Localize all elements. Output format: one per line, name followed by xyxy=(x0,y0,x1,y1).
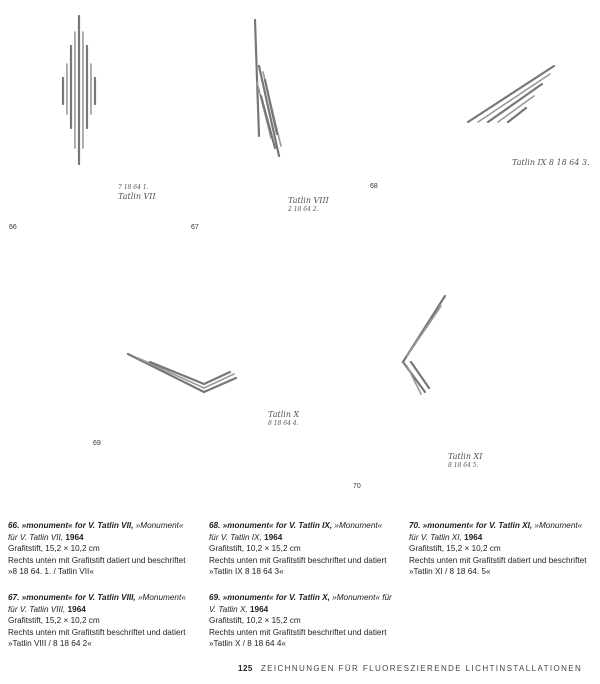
caption-70-note: Rechts unten mit Grafitstift datiert und beschriftet »Tatlin XI / 8 18 64. 5« xyxy=(409,555,587,577)
caption-66-title: 66. »monument« for V. Tatlin VII, xyxy=(8,521,134,530)
signature-70: Tatlin XI 8 18 64 5. xyxy=(448,452,483,469)
caption-69-year: 1964 xyxy=(247,604,269,614)
caption-70 xyxy=(409,520,594,578)
section-title: ZEICHNUNGEN FÜR FLUORESZIERENDE LICHTINSTALLATIONEN xyxy=(260,664,583,673)
caption-70-year: 1964 xyxy=(461,532,483,542)
caption-67 xyxy=(8,592,193,650)
page-footer xyxy=(238,664,582,673)
caption-67-medium: Grafitstift, 15,2 × 10,2 cm xyxy=(8,616,100,626)
caption-66-medium: Grafitstift, 15,2 × 10,2 cm xyxy=(8,544,100,554)
caption-68-year: 1964 xyxy=(261,532,283,542)
drawing-70-graphic xyxy=(395,292,455,402)
signature-67: Tatlin VIII 2 18 64 2. xyxy=(288,196,329,213)
figure-number-70: 70 xyxy=(353,483,361,490)
figure-number-66: 66 xyxy=(9,224,17,231)
figure-number-69: 69 xyxy=(93,440,101,447)
caption-68-medium: Grafitstift, 10,2 × 15,2 cm xyxy=(209,544,301,554)
drawing-66 xyxy=(55,12,115,172)
caption-68-title: 68. »monument« for V. Tatlin IX, xyxy=(209,521,333,530)
caption-68-title-de: »Monument« für V. Tatlin IX, xyxy=(209,521,383,542)
caption-66 xyxy=(8,520,193,578)
signature-69: Tatlin X 8 18 64 4. xyxy=(268,410,300,427)
signature-68: Tatlin IX 8 18 64 3. xyxy=(512,158,590,167)
page-number: 125 xyxy=(238,664,253,673)
figure-number-67: 67 xyxy=(191,224,199,231)
signature-66: 7 18 64 1. Tatlin VII xyxy=(118,184,156,201)
caption-67-title: 67. »monument« for V. Tatlin VIII, xyxy=(8,593,136,602)
caption-66-title-de: »Monument« für V. Tatlin VII, xyxy=(8,521,184,542)
caption-67-year: 1964 xyxy=(65,604,86,614)
caption-68-note: Rechts unten mit Grafitstift beschriftet und datiert »Tatlin IX 8 18 64 3« xyxy=(209,555,387,577)
drawing-68 xyxy=(462,62,562,132)
caption-69-title: 69. »monument« for V. Tatlin X, xyxy=(209,593,330,602)
caption-70-medium: Grafitstift, 15,2 × 10,2 cm xyxy=(409,544,501,554)
caption-69-note: Rechts unten mit Grafitstift beschriftet und datiert »Tatlin X / 8 18 64 4« xyxy=(209,627,387,649)
caption-68 xyxy=(209,520,394,578)
caption-67-note: Rechts unten mit Grafitstift beschriftet und datiert »Tatlin VIII / 8 18 64 2« xyxy=(8,627,186,649)
caption-69-title-de: »Monument« für V. Tatlin X, xyxy=(209,593,392,614)
caption-66-year: 1964 xyxy=(63,532,84,542)
drawing-66-graphic xyxy=(55,12,115,172)
drawing-68-graphic xyxy=(462,62,562,132)
drawing-69 xyxy=(124,350,244,400)
caption-70-title: 70. »monument« for V. Tatlin XI, xyxy=(409,521,533,530)
drawing-67 xyxy=(245,16,295,166)
drawing-67-graphic xyxy=(245,16,295,166)
drawing-69-graphic xyxy=(124,350,244,400)
caption-66-note: Rechts unten mit Grafitstift datiert und beschriftet »8 18 64. 1. / Tatlin VII« xyxy=(8,555,186,577)
caption-69-medium: Grafitstift, 10,2 × 15,2 cm xyxy=(209,616,301,626)
figure-number-68: 68 xyxy=(370,183,378,190)
caption-70-title-de: »Monument« für V. Tatlin XI, xyxy=(409,521,583,542)
drawing-70 xyxy=(395,292,455,402)
caption-67-title-de: »Monument« für V. Tatlin VIII, xyxy=(8,593,186,614)
caption-69 xyxy=(209,592,394,650)
